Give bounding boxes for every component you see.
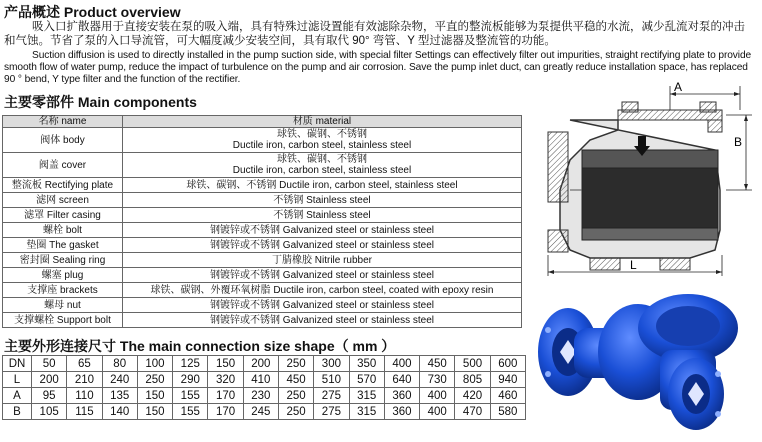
component-material — [123, 193, 522, 208]
size-cell: 640 — [384, 372, 419, 388]
size-cell: 250 — [137, 372, 172, 388]
sizes-table — [2, 355, 526, 420]
component-name: 螺塞 plug — [3, 268, 123, 283]
component-name: 螺母 nut — [3, 298, 123, 313]
component-material-line: Ductile iron, carbon steel, stainless steel — [232, 165, 412, 176]
component-material-line: 球铁、碳钢、不锈钢 — [277, 129, 367, 140]
component-row — [3, 253, 522, 268]
size-cell: 50 — [32, 356, 67, 372]
size-cell: 315 — [349, 404, 384, 420]
size-cell: 150 — [208, 356, 243, 372]
component-material-line: 不锈钢 Stainless steel — [273, 194, 371, 206]
size-cell: 315 — [349, 388, 384, 404]
size-cell: 420 — [455, 388, 490, 404]
size-cell: 80 — [102, 356, 137, 372]
component-row — [3, 313, 522, 328]
size-cell: 400 — [384, 356, 419, 372]
size-cell: 170 — [208, 388, 243, 404]
size-cell: 360 — [384, 388, 419, 404]
size-cell: 940 — [490, 372, 525, 388]
size-cell: 460 — [490, 388, 525, 404]
component-material — [123, 283, 522, 298]
size-cell: 250 — [278, 404, 313, 420]
component-material-line: 丁腈橡胶 Nitrile rubber — [271, 254, 373, 266]
size-cell: 140 — [102, 404, 137, 420]
size-cell: 410 — [243, 372, 278, 388]
component-name: 阀盖 cover — [3, 153, 123, 178]
components-title: 主要零部件 Main components — [4, 94, 197, 110]
size-row — [3, 404, 526, 420]
dimension-l-label: L — [630, 258, 637, 272]
dimension-a-label: A — [674, 80, 683, 94]
size-cell: 600 — [490, 356, 525, 372]
size-cell: 100 — [137, 356, 172, 372]
component-name: 密封圈 Sealing ring — [3, 253, 123, 268]
component-material-line: 球铁、碳钢、不锈钢 Ductile iron, carbon steel, stainless steel — [186, 179, 458, 191]
components-table — [2, 115, 522, 328]
size-cell: 360 — [384, 404, 419, 420]
size-cell: 150 — [137, 404, 172, 420]
component-material — [123, 128, 522, 153]
component-material — [123, 208, 522, 223]
component-material — [123, 178, 522, 193]
size-cell: 805 — [455, 372, 490, 388]
size-cell: 240 — [102, 372, 137, 388]
size-cell: 200 — [32, 372, 67, 388]
component-row — [3, 223, 522, 238]
size-row — [3, 388, 526, 404]
dimension-b-label: B — [734, 135, 743, 149]
valve-section-diagram — [530, 80, 760, 280]
component-name: 整流板 Rectifying plate — [3, 178, 123, 193]
component-material — [123, 153, 522, 178]
component-material-line: 不锈钢 Stainless steel — [273, 209, 371, 221]
component-name: 滤罩 Filter casing — [3, 208, 123, 223]
size-cell: 245 — [243, 404, 278, 420]
component-material-line: Ductile iron, carbon steel, stainless steel — [232, 140, 412, 151]
component-material — [123, 238, 522, 253]
size-cell: 115 — [67, 404, 102, 420]
size-cell: 200 — [243, 356, 278, 372]
component-row — [3, 208, 522, 223]
component-material — [123, 268, 522, 283]
size-cell: 275 — [314, 388, 349, 404]
component-row — [3, 268, 522, 283]
component-name: 垫圈 The gasket — [3, 238, 123, 253]
sizes-title: 主要外形连接尺寸 The main connection size shape（ mm ） — [4, 338, 396, 354]
size-cell: 95 — [32, 388, 67, 404]
size-cell: 450 — [420, 356, 455, 372]
component-name: 支撑座 brackets — [3, 283, 123, 298]
size-cell: 450 — [278, 372, 313, 388]
size-cell: 350 — [349, 356, 384, 372]
size-cell: 155 — [173, 388, 208, 404]
size-cell: 150 — [137, 388, 172, 404]
size-cell: 730 — [420, 372, 455, 388]
overview-text-en: Suction diffusion is used to directly installed in the pump suction side, with special filter Settings can effectively filter out impurities, straight rectifying plate to provide smooth flow of water pump, reduce the impact of turbulence on the pump and air corrosion. Save the pump inlet duct, can greatly reduce installation space, has replaced 90 ° bend, Y type filter and the function of the rectifier. — [4, 50, 752, 85]
component-material-line: 钢镀锌或不锈钢 Galvanized steel or stainless steel — [210, 299, 434, 311]
size-row-label: B — [3, 404, 32, 420]
component-row — [3, 153, 522, 178]
component-row — [3, 283, 522, 298]
size-cell: 135 — [102, 388, 137, 404]
size-cell: 230 — [243, 388, 278, 404]
component-material-line: 钢镀锌或不锈钢 Galvanized steel or stainless steel — [210, 314, 434, 326]
size-cell: 275 — [314, 404, 349, 420]
size-cell: 170 — [208, 404, 243, 420]
component-material — [123, 313, 522, 328]
overview-title: 产品概述 Product overview — [4, 4, 181, 20]
component-row — [3, 193, 522, 208]
component-name: 支撑螺栓 Support bolt — [3, 313, 123, 328]
component-row — [3, 178, 522, 193]
component-material — [123, 223, 522, 238]
size-cell: 580 — [490, 404, 525, 420]
size-row — [3, 372, 526, 388]
size-cell: 155 — [173, 404, 208, 420]
size-cell: 105 — [32, 404, 67, 420]
component-name: 阀体 body — [3, 128, 123, 153]
component-material — [123, 253, 522, 268]
size-row-label: L — [3, 372, 32, 388]
size-cell: 210 — [67, 372, 102, 388]
component-material — [123, 298, 522, 313]
size-cell: 110 — [67, 388, 102, 404]
overview-text-cn: 吸入口扩散器用于直接安装在泵的吸入端，具有特殊过滤设置能有效滤除杂物，平直的整流板能够为泵提供平稳的水流，减少乱流对泵的冲击和气蚀。节省了泵的入口导流管，可大幅度减少安装空间，具有取代 90° 弯管、Y 型过滤器及整流管的功能。 — [4, 21, 745, 47]
size-cell: 250 — [278, 356, 313, 372]
component-row — [3, 298, 522, 313]
component-name: 滤网 screen — [3, 193, 123, 208]
size-cell: 300 — [314, 356, 349, 372]
components-header-material: 材质 material — [123, 116, 522, 128]
size-cell: 250 — [278, 388, 313, 404]
size-cell: 400 — [420, 404, 455, 420]
component-material-line: 钢镀锌或不锈钢 Galvanized steel or stainless steel — [210, 269, 434, 281]
component-row — [3, 238, 522, 253]
size-cell: 320 — [208, 372, 243, 388]
size-row-label: A — [3, 388, 32, 404]
size-cell: 510 — [314, 372, 349, 388]
size-cell: 500 — [455, 356, 490, 372]
size-cell: 470 — [455, 404, 490, 420]
valve-product-image — [528, 290, 762, 440]
size-cell: 125 — [173, 356, 208, 372]
component-material-line: 球铁、碳钢、外覆环氧树脂 Ductile iron, carbon steel, coated with epoxy resin — [150, 284, 494, 296]
components-header-name: 名称 name — [3, 116, 123, 128]
component-material-line: 钢镀锌或不锈钢 Galvanized steel or stainless steel — [210, 224, 434, 236]
component-material-line: 球铁、碳钢、不锈钢 — [277, 154, 367, 165]
component-material-line: 钢镀锌或不锈钢 Galvanized steel or stainless steel — [210, 239, 434, 251]
component-name: 螺栓 bolt — [3, 223, 123, 238]
size-row — [3, 356, 526, 372]
component-row — [3, 128, 522, 153]
size-row-label: DN — [3, 356, 32, 372]
size-cell: 400 — [420, 388, 455, 404]
size-cell: 65 — [67, 356, 102, 372]
size-cell: 290 — [173, 372, 208, 388]
size-cell: 570 — [349, 372, 384, 388]
